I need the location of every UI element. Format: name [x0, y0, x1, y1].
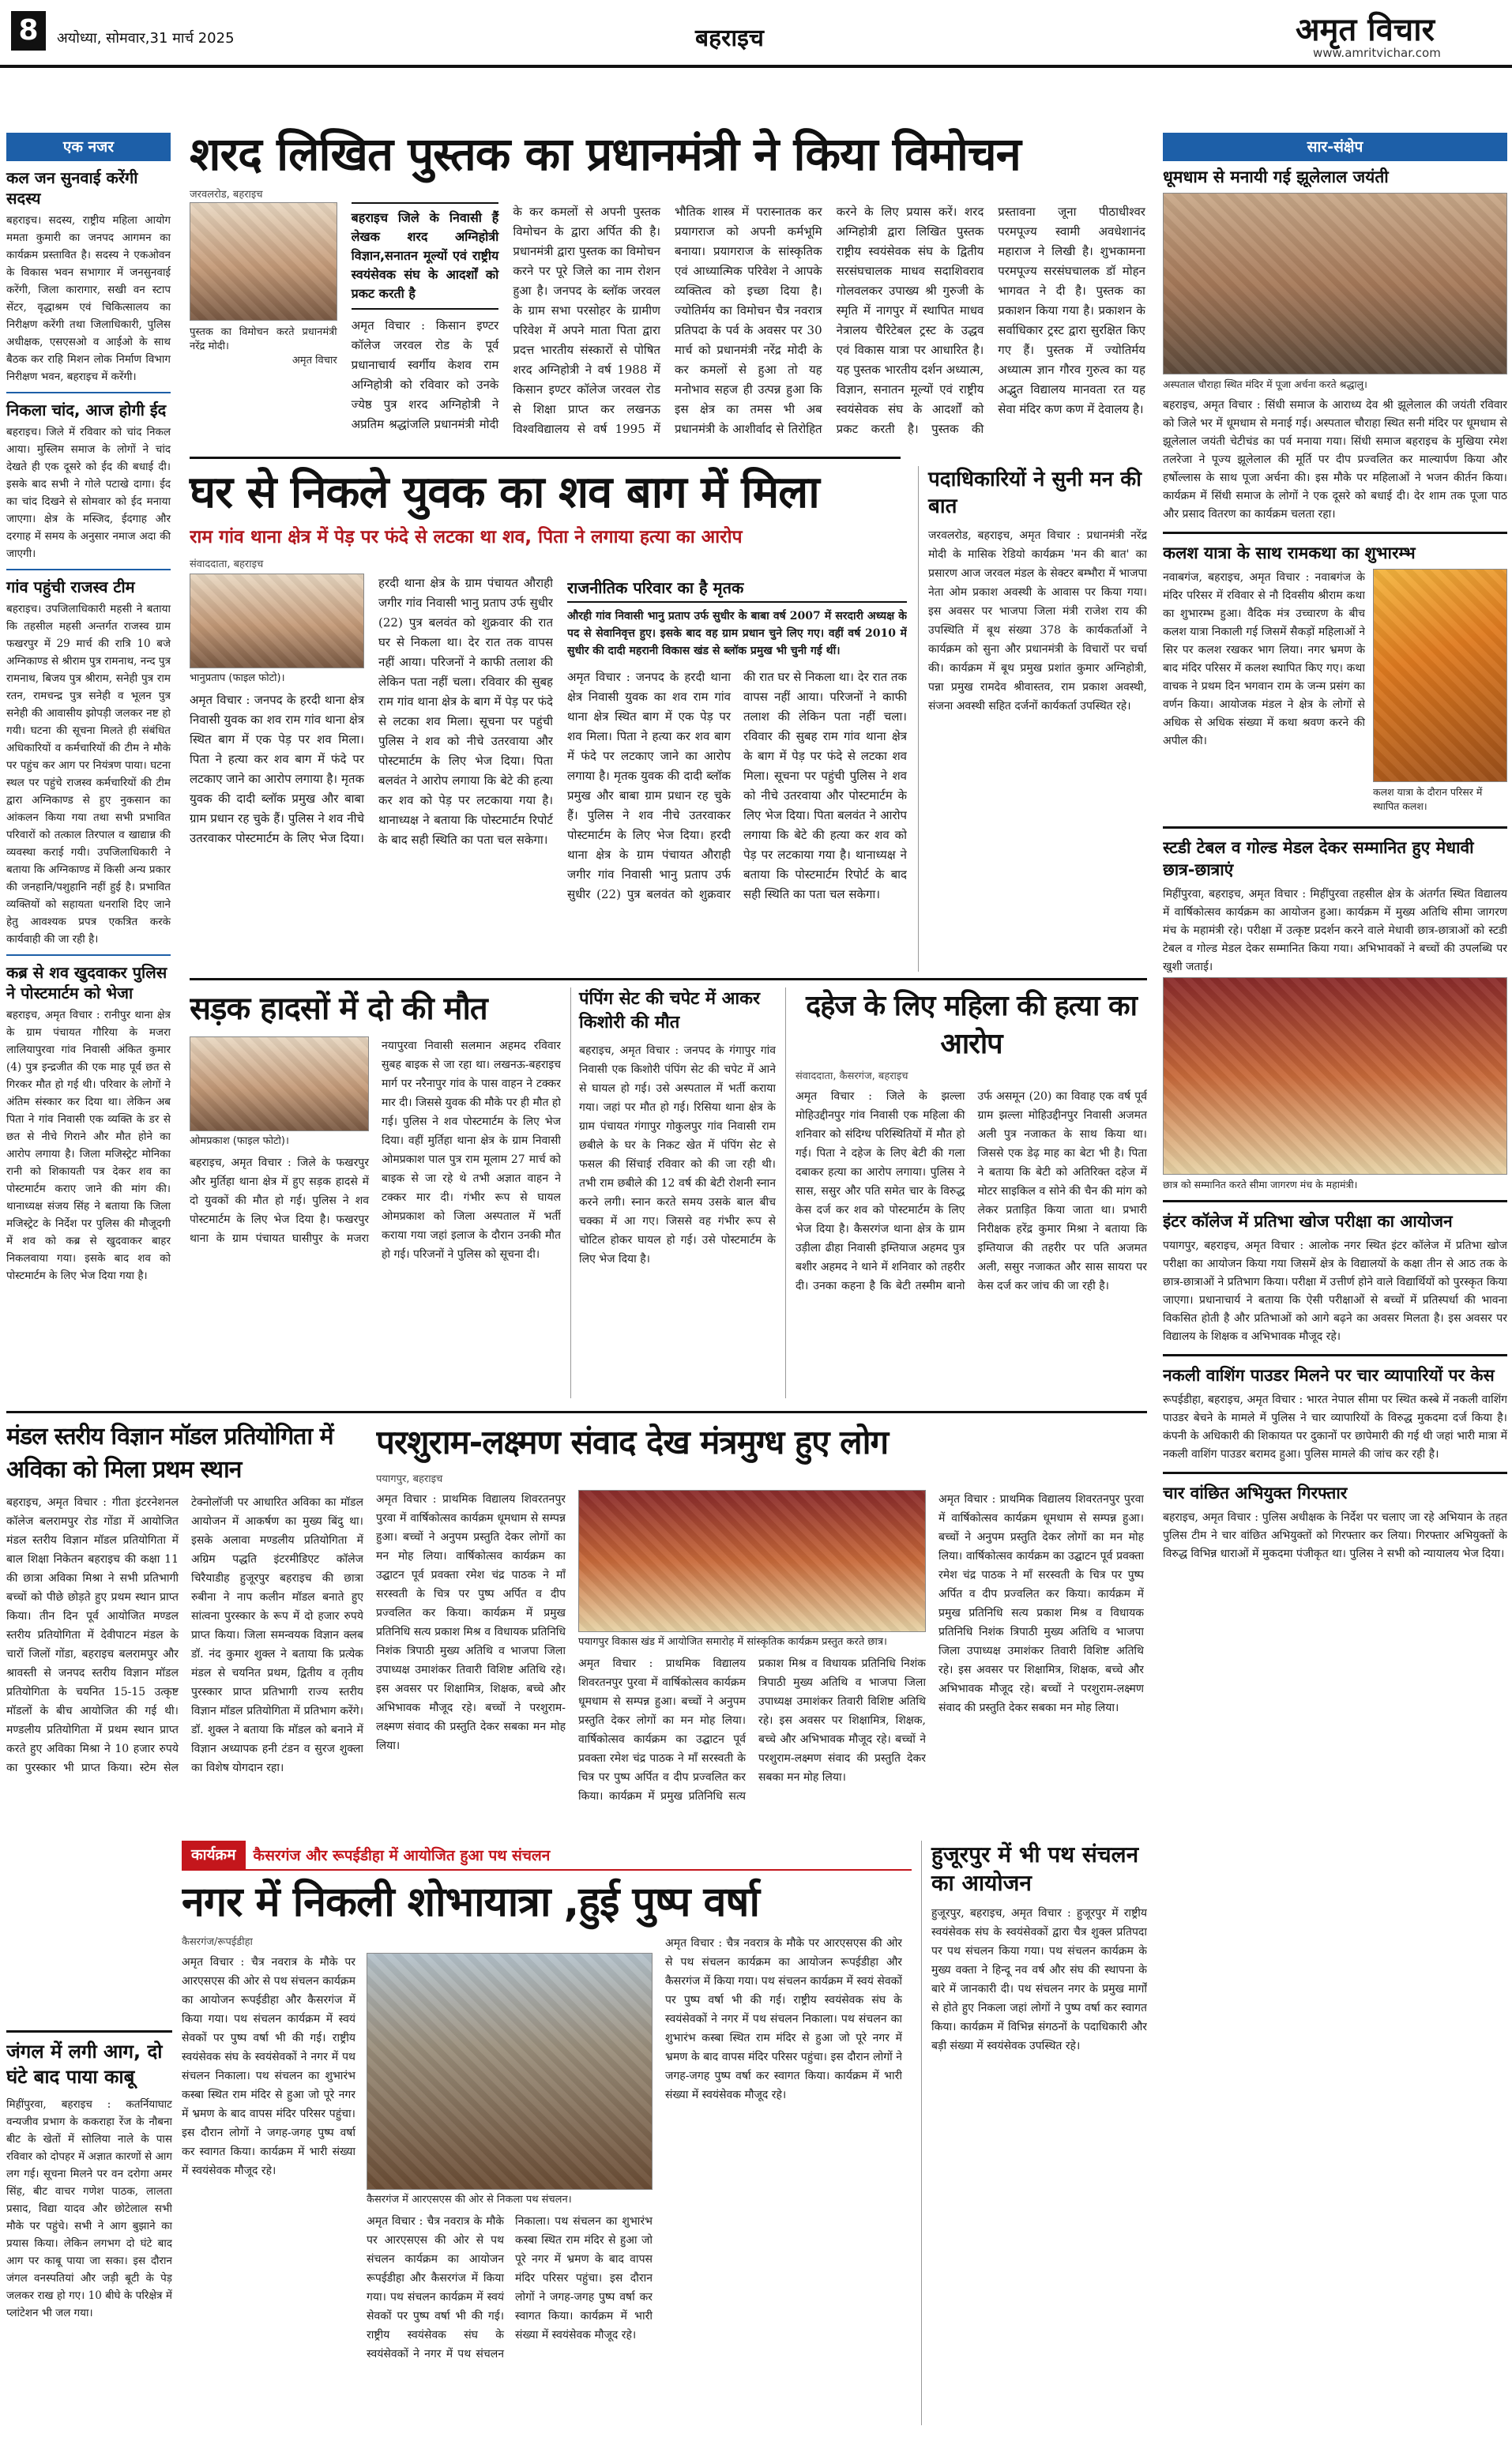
- sidebar-headline: गांव पहुंची राजस्व टीम: [6, 577, 135, 596]
- divider: [6, 954, 171, 956]
- divider: [6, 392, 171, 393]
- photo-caption: कलश यात्रा के दौरान परिसर में स्थापित कलश।: [1373, 786, 1483, 812]
- sidebar-headline: चार वांछित अभियुक्त गिरफ्तार: [1163, 1484, 1348, 1503]
- accident-body: [190, 1036, 561, 1392]
- procession-photo-block: [367, 1953, 653, 2372]
- lead-photo-caption: पुस्तक का विमोचन करते प्रधानमंत्री नरेंद्र मोदी।: [190, 326, 337, 352]
- body-text: अमृत विचार : जनपद के हरदी थाना क्षेत्र निवासी युवक का शव राम गांव थाना क्षेत्र स्थित बाग में एक पेड़ पर शव मिला। पिता ने हत्या कर शव बाग में फंदे पर लटकाए जाने का आरोप लगाया है। मृतक युवक की दादी ब्लॉक प्रमुख और बाबा ग्राम प्रधान रह चुके हैं। पुलिस ने शव नीचे उतरवाकर पोस्टमार्टम के लिए भेज दिया। हरदी थाना क्षेत्र के ग्राम पंचायत औराही जगीर गांव निवासी भानु प्रताप उर्फ सुधीर (22) पुत्र बलवंत को शुक्रवार की रात घर से निकला था। देर रात तक वापस नहीं आया। परिजनों ने काफी तलाश की लेकिन पता नहीं चला। रविवार की सुबह राम गांव थाना क्षेत्र के बाग में पेड़ पर फंदे से लटका शव मिला। सूचना पर पहुंची पुलिस ने शव को नीचे उतरवाया और पोस्टमार्टम के लिए भेज दिया। पिता बलवंत ने आरोप लगाया कि बेटे की हत्या कर शव को पेड़ पर लटकाया गया है। थानाध्यक्ष ने बताया कि पोस्टमार्टम रिपोर्ट के बाद सही स्थिति का पता चल सकेगा।: [190, 576, 553, 847]
- accident-text: बहराइच, अमृत विचार : जिले के फखरपुर और मुर्तिहा थाना क्षेत्र में हुए सड़क हादसे में दो युवकों की मौत हो गई। पुलिस ने शव पोस्टमार्टम के लिए भेज दिया है। फखरपुर थाना के ग्राम पंचायत घासीपुर के मजरा नयापुरवा निवासी सलमान अहमद रविवार सुबह बाइक से जा रहा था। लखनऊ-बहराइच मार्ग पर नरैनापुर गांव के पास वाहन ने टक्कर मार दी। जिससे युवक की मौके पर ही मौत हो गई। पुलिस ने शव पोस्टमार्टम के लिए भेज दिया। वहीं मुर्तिहा थाना क्षेत्र के ग्राम निवासी ओमप्रकाश पाल पुत्र राम मूलाम 27 मार्च को बाइक से जा रहे थे तभी अज्ञात वाहन ने टक्कर मार दी। गंभीर रूप से घायल ओमप्रकाश को जिला अस्पताल में भर्ती कराया गया जहां इलाज के दौरान उनकी मौत हो गई। परिजनों ने पुलिस को सूचना दी।: [190, 1040, 561, 1261]
- body-text-continued: अमृत विचार : जनपद के हरदी थाना क्षेत्र निवासी युवक का शव राम गांव थाना क्षेत्र स्थित बाग में एक पेड़ पर शव मिला। पिता ने हत्या कर शव बाग में फंदे पर लटकाए जाने का आरोप लगाया है। मृतक युवक की दादी ब्लॉक प्रमुख और बाबा ग्राम प्रधान रह चुके हैं। पुलिस ने शव नीचे उतरवाकर पोस्टमार्टम के लिए भेज दिया। हरदी थाना क्षेत्र के ग्राम पंचायत औराही जगीर गांव निवासी भानु प्रताप उर्फ सुधीर (22) पुत्र बलवंत को शुक्रवार की रात घर से निकला था। देर रात तक वापस नहीं आया। परिजनों ने काफी तलाश की लेकिन पता नहीं चला। रविवार की सुबह राम गांव थाना क्षेत्र के बाग में पेड़ पर फंदे से लटका शव मिला। सूचना पर पहुंची पुलिस ने शव को नीचे उतरवाया और पोस्टमार्टम के लिए भेज दिया। पिता बलवंत ने आरोप लगाया कि बेटे की हत्या कर शव को पेड़ पर लटकाया गया है। थानाध्यक्ष ने बताया कि पोस्टमार्टम रिपोर्ट के बाद सही स्थिति का पता चल सकेगा।: [567, 670, 907, 901]
- parshuram-photo: [578, 1490, 926, 1632]
- accident-photo: [190, 1036, 369, 1131]
- divider: [1163, 826, 1507, 829]
- dowry-headline: दहेज के लिए महिला की हत्या का आरोप: [806, 990, 1137, 1060]
- right-sidebar: [1163, 133, 1507, 2424]
- lead-text: अमृत विचार : किसान इण्टर कॉलेज जरवल रोड के पूर्व प्रधानाचार्य स्वर्गीय केशव राम अग्निहोत्री को रविवार को उनके ज्येष्ठ पुत्र शरद अग्निहोत्री ने अप्रतिम श्रद्धांजलि प्रधानमंत्री मोदी के कर कमलों से अपनी पुस्तक विमोचन के द्वारा अर्पित की है। प्रधानमंत्री द्वारा पुस्तक का विमोचन करने पर पूरे जिले का नाम रोशन हुआ है। जनपद के ब्लॉक जरवल के ग्राम सभा परसोहर के ग्रामीण परिवेश में अपने माता पिता द्वारा प्रदत्त भारतीय संस्कारों से पोषित शरद अग्निहोत्री ने वर्ष 1988 में किसान इण्टर कॉलेज जरवल रोड से शिक्षा प्राप्त कर लखनऊ विश्वविद्यालय से वर्ष 1995 में भौतिक शास्त्र में परास्नातक कर प्रयागराज को अपनी कर्मभूमि बनाया। प्रयागराज के सांस्कृतिक एवं आध्यात्मिक परिवेश ने आपके व्यक्तित्व को इच्छा दिया है। ज्योतिर्मय का विमोचन चैत्र नवरात्र प्रतिपदा के पर्व के अवसर पर 30 मार्च को प्रधानमंत्री नरेंद्र मोदी के कर कमलों से हुआ तो यह मनोभाव सहज ही उत्पन्न हुआ कि इस क्षेत्र का तमस भी अब प्रधानमंत्री के आशीर्वाद से तिरोहित करने के लिए प्रयास करें। शरद अग्निहोत्री द्वारा लिखित पुस्तक राष्ट्रीय स्वयंसेवक संघ के द्वितीय सरसंघचालक माधव सदाशिवराव गोलवलकर उपाख्य श्री गुरुजी के स्मृति में नागपुर में स्थापित माधव नेत्रालय चैरिटेबल ट्रस्ट के उद्धव एवं विकास यात्रा पर आधारित है। यह पुस्तक भारतीय दर्शन अध्यात्म, विज्ञान, सनातन मूल्यों एवं राष्ट्रीय स्वयंसेवक संघ के आदर्शों को प्रकट करती है। पुस्तक की प्रस्तावना जूना पीठाधीश्वर परमपूज्य स्वामी अवधेशानंद महाराज ने लिखी है। शुभकामना परमपूज्य सरसंघचालक डॉ मोहन भागवत ने दी है। पुस्तक का प्रकाशन किया गया है। प्रकाशन के सर्वाधिकार ट्रस्ट द्वारा सुरक्षित किए गए हैं। पुस्तक में ज्योतिर्मय अध्यात्म ज्ञान गौरव गुरुत्व का यह अद्भुत विद्यालय मानवता रत यह सेवा मंदिर कण कण में देवालय है।: [351, 205, 1145, 436]
- list-item: [6, 962, 171, 1285]
- divider: [1163, 1200, 1507, 1202]
- sidebar-headline: इंटर कॉलेज में प्रतिभा खोज परीक्षा का आयोजन: [1163, 1212, 1453, 1231]
- procession-kicker: कैसरगंज और रूपईडीहा में आयोजित हुआ पथ संचलन: [253, 1847, 551, 1864]
- procession-byline: कैसरगंज/रूपईडीहा: [182, 1936, 253, 1948]
- brand-url[interactable]: www.amritvichar.com: [1313, 46, 1441, 60]
- procession-kicker-bar: [182, 1841, 912, 1871]
- sidebar-headline: कब्र से शव खुदवाकर पुलिस ने पोस्टमार्टम को भेजा: [6, 963, 167, 1002]
- page-number: 8: [11, 11, 46, 51]
- list-item: [1163, 1482, 1507, 1563]
- masthead-rule: [0, 65, 1512, 68]
- sidebar-text: बहराइच, अमृत विचार : सिंधी समाज के आराध्य देव श्री झूलेलाल की जयंती रविवार को जिले भर में धूमधाम से मनाई गई। अस्पताल चौराहा स्थित सनी मंदिर पर धूमधाम से झूलेलाल जयंती चेटीचंड का पर्व मनाया गया। सिंधी समाज बहराइच के मुखिया रमेश तलरेजा ने पूज्य झूलेलाल की मूर्ति पर दीप प्रज्वलित कर माल्यार्पण किया और हर्षोल्लास के साथ पूजा अर्चना की। इस मौके पर महिलाओं ने भजन कीर्तन किया। कार्यक्रम में सिंधी समाज के लोगों ने एक दूसरे को बधाई दी। देर शाम तक पूजा पाठ और प्रसाद वितरण का कार्यक्रम चलता रहा।: [1163, 399, 1507, 521]
- divider: [6, 569, 171, 570]
- hujurpur-text: हुजूरपुर, बहराइच, अमृत विचार : हुजूरपुर में राष्ट्रीय स्वयंसेवक संघ के स्वयंसेवकों द्वारा चैत्र शुक्ल प्रतिपदा पर पथ संचलन किया गया। पथ संचलन कार्यक्रम के मुख्य वक्ता ने हिन्दू नव वर्ष और संघ की स्थापना के बारे में जानकारी दी। पथ संचलन नगर के प्रमुख मार्गों से होते हुए निकला जहां लोगों ने पुष्प वर्षा कर स्वागत किया। कार्यक्रम में विभिन्न संगठनों के पदाधिकारी और बड़ी संख्या में स्वयंसेवक उपस्थित रहे।: [931, 1907, 1147, 2052]
- divider: [190, 978, 1147, 980]
- parshuram-text-tail: अमृत विचार : प्राथमिक विद्यालय शिवरतनपुर पुरवा में वार्षिकोत्सव कार्यक्रम धूमधाम से सम्पन्न हुआ। बच्चों ने अनुपम प्रस्तुति देकर लोगों का मन मोह लिया। वार्षिकोत्सव कार्यक्रम का उद्घाटन पूर्व प्रवक्ता रमेश चंद्र पाठक ने माँ सरस्वती के चित्र पर पुष्प अर्पित व दीप प्रज्वलित कर किया। कार्यक्रम में प्रमुख प्रतिनिधि सत्य प्रकाश मिश्र व विधायक प्रतिनिधि निशंक त्रिपाठी मुख्य अतिथि व भाजपा जिला उपाध्यक्ष उमाशंकर तिवारी विशिष्ट अतिथि रहे। इस अवसर पर शिक्षामित्र, शिक्षक, बच्चे और अभिभावक मौजूद रहे। बच्चों ने परशुराम-लक्ष्मण संवाद की प्रस्तुति देकर सबका मन मोह लिया।: [938, 1493, 1144, 1714]
- body-col: [190, 574, 553, 969]
- procession-text-tail: अमृत विचार : चैत्र नवरात्र के मौके पर आरएसएस की ओर से पथ संचलन कार्यक्रम का आयोजन रूपईडीहा और कैसरगंज में किया गया। पथ संचलन कार्यक्रम में स्वयं सेवकों पर पुष्प वर्षा भी की गई। राष्ट्रीय स्वयंसेवक संघ के स्वयंसेवकों ने नगर में पथ संचलन निकाला। पथ संचलन का शुभारंभ कस्बा स्थित राम मंदिर से हुआ जो पूरे नगर में भ्रमण के बाद वापस मंदिर परिसर पहुंचा। इस दौरान लोगों ने जगह-जगह पुष्प वर्षा कर स्वागत किया। कार्यक्रम में भारी संख्या में स्वयंसेवक मौजूद रहे।: [665, 1937, 902, 2101]
- pumping-headline: पंपिंग सेट की चपेट में आकर किशोरी की मौत: [579, 989, 761, 1033]
- photo-caption: छात्र को सम्मानित करते सीमा जागरण मंच के महामंत्री।: [1163, 1179, 1358, 1191]
- sidebar-photo: [1163, 193, 1507, 374]
- party-headline: पदाधिकारियों ने सुनी मन की बात: [928, 468, 1142, 518]
- story-row: [1163, 569, 1507, 818]
- sidebar-text: बहराइच, अमृत विचार : रानीपुर थाना क्षेत्र के ग्राम पंचायत गौरिया के मजरा लालियापुरवा गांव निवासी अंकित कुमार (4) पुत्र इन्द्रजीत की एक माह पूर्व छत से गिरकर मौत हो गई थी। परिवार के लोगों ने अंतिम संस्कार कर दिया था। लेकिन अब पिता ने गांव निवासी एक व्यक्ति के डर से छत से नीचे गिराने और मौत होने का आरोप लगाया है। जिला मजिस्ट्रेट मोनिका रानी को शिकायती पत्र देकर शव का पोस्टमार्टम कराए जाने की मांग की। थानाध्यक्ष संजय सिंह ने बताया कि जिला मजिस्ट्रेट के निर्देश पर पुलिस की मौजूदगी में शव को कब्र से खुदवाकर बाहर निकलवाया गया। इसके बाद शव को पोस्टमार्टम के लिए भेज दिया गया है।: [6, 1009, 171, 1282]
- sidebar-headline: नकली वाशिंग पाउडर मिलने पर चार व्यापारियों पर केस: [1163, 1366, 1495, 1385]
- sidebar-text: पयागपुर, बहराइच, अमृत विचार : आलोक नगर स्थित इंटर कॉलेज में प्रतिभा खोज परीक्षा का आयोजन किया गया जिसमें क्षेत्र के विद्यालयों के कक्षा तीन से आठ तक के छात्र-छात्राओं ने प्रतिभाग किया। परीक्षा में उत्तीर्ण होने वाले विद्यार्थियों को पुरस्कृत किया जाएगा। प्रधानाचार्य ने बताया कि ऐसी परीक्षाओं से बच्चों में प्रतिस्पर्धा की भावना विकसित होती है और प्रतिभाओं को आगे बढ़ने का अवसर मिलता है। इस अवसर पर विद्यालय के शिक्षक व अभिभावक मौजूद रहे।: [1163, 1239, 1507, 1343]
- sidebar-photo: [1373, 569, 1507, 782]
- sidebar-headline: निकला चांद, आज होगी ईद: [6, 401, 167, 419]
- body-photo: [190, 574, 364, 668]
- procession-headline: नगर में निकली शोभायात्रा ,हुई पुष्प वर्षा: [182, 1879, 759, 1926]
- procession-text-continued: अमृत विचार : चैत्र नवरात्र के मौके पर आरएसएस की ओर से पथ संचलन कार्यक्रम का आयोजन रूपईडीहा और कैसरगंज में किया गया। पथ संचलन कार्यक्रम में स्वयं सेवकों पर पुष्प वर्षा भी की गई। राष्ट्रीय स्वयंसेवक संघ के स्वयंसेवकों ने नगर में पथ संचलन निकाला। पथ संचलन का शुभारंभ कस्बा स्थित राम मंदिर से हुआ जो पूरे नगर में भ्रमण के बाद वापस मंदिर परिसर पहुंचा। इस दौरान लोगों ने जगह-जगह पुष्प वर्षा कर स्वागत किया। कार्यक्रम में भारी संख्या में स्वयंसेवक मौजूद रहे।: [367, 2215, 653, 2360]
- sidebar-text: रूपईडीहा, बहराइच, अमृत विचार : भारत नेपाल सीमा पर स्थित कस्बे में नकली वाशिंग पाउडर बेचने के मामले में पुलिस ने चार व्यापारियों के विरुद्ध मुकदमा दर्ज किया है। कंपनी के अधिकारी की शिकायत पर दुकानों पर छापेमारी की गई थी जहां भारी मात्रा में नकली वाशिंग पाउडर बरामद हुआ। पुलिस मामले की जांच कर रही है।: [1163, 1394, 1507, 1461]
- section-name: बहराइच: [695, 24, 764, 52]
- hujurpur-story: [921, 1841, 1147, 2425]
- parshuram-story: [376, 1420, 1147, 1831]
- body-byline: संवाददाता, बहराइच: [190, 559, 264, 570]
- sidebar-headline: स्टडी टेबल व गोल्ड मेडल देकर सम्मानित हुए मेधावी छात्र-छात्राएं: [1163, 838, 1474, 879]
- dowry-story: [785, 987, 1147, 1398]
- inset-headline: राजनीतिक परिवार का है मृतक: [567, 574, 907, 603]
- divider: [1163, 1354, 1507, 1356]
- pumping-story: [570, 987, 776, 1398]
- body-subhead: राम गांव थाना क्षेत्र में पेड़ पर फंदे से लटका था शव, पिता ने लगाया हत्या का आरोप: [190, 527, 743, 547]
- procession-text: अमृत विचार : चैत्र नवरात्र के मौके पर आरएसएस की ओर से पथ संचलन कार्यक्रम का आयोजन रूपईडीहा और कैसरगंज में किया गया। पथ संचलन कार्यक्रम में स्वयं सेवकों पर पुष्प वर्षा भी की गई। राष्ट्रीय स्वयंसेवक संघ के स्वयंसेवकों ने नगर में पथ संचलन निकाला। पथ संचलन का शुभारंभ कस्बा स्थित राम मंदिर से हुआ जो पूरे नगर में भ्रमण के बाद वापस मंदिर परिसर पहुंचा। इस दौरान लोगों ने जगह-जगह पुष्प वर्षा कर स्वागत किया। कार्यक्रम में भारी संख्या में स्वयंसेवक मौजूद रहे।: [182, 1956, 355, 2177]
- list-item: [1163, 166, 1507, 524]
- accident-headline: सड़क हादसों में दो की मौत: [190, 991, 487, 1027]
- parshuram-text: अमृत विचार : प्राथमिक विद्यालय शिवरतनपुर पुरवा में वार्षिकोत्सव कार्यक्रम धूमधाम से सम्पन्न हुआ। बच्चों ने अनुपम प्रस्तुति देकर लोगों का मन मोह लिया। वार्षिकोत्सव कार्यक्रम का उद्घाटन पूर्व प्रवक्ता रमेश चंद्र पाठक ने माँ सरस्वती के चित्र पर पुष्प अर्पित व दीप प्रज्वलित कर किया। कार्यक्रम में प्रमुख प्रतिनिधि सत्य प्रकाश मिश्र व विधायक प्रतिनिधि निशंक त्रिपाठी मुख्य अतिथि व भाजपा जिला उपाध्यक्ष उमाशंकर तिवारी विशिष्ट अतिथि रहे। इस अवसर पर शिक्षामित्र, शिक्षक, बच्चे और अभिभावक मौजूद रहे। बच्चों ने परशुराम-लक्ष्मण संवाद की प्रस्तुति देकर सबका मन मोह लिया।: [376, 1493, 566, 1752]
- inset-box: [567, 574, 907, 969]
- list-item: [6, 577, 171, 948]
- sidebar-text: मिहींपुरवा, बहराइच, अमृत विचार : मिहींपुरवा तहसील क्षेत्र के अंतर्गत स्थित विद्यालय में वार्षिकोत्सव कार्यक्रम का आयोजन हुआ। कार्यक्रम में मुख्य अतिथि सीमा जागरण मंच के महामंत्री रहे। परीक्षा में उत्कृष्ट प्रदर्शन करने वाले मेधावी छात्र-छात्राओं को स्टडी टेबल व गोल्ड मेडल देकर सम्मानित किया गया। अभिभावकों ने बच्चों की उपलब्धि पर खुशी जताई।: [1163, 888, 1507, 972]
- science-headline: मंडल स्तरीय विज्ञान मॉडल प्रतियोगिता में अविका को मिला प्रथम स्थान: [6, 1423, 333, 1484]
- pullquote: बहराइच जिले के निवासी हैं लेखक शरद अग्निहोत्री विज्ञान,सनातन मूल्यों एवं राष्ट्रीय स्वयंसेवक संघ के आदर्शों को प्रकट करती है: [352, 202, 499, 310]
- lead-photo: [190, 202, 337, 321]
- left-sidebar: [6, 133, 171, 1282]
- sidebar-headline: कल जन सुनवाई करेंगी सदस्य: [6, 168, 138, 208]
- parshuram-byline: पयागपुर, बहराइच: [376, 1473, 443, 1485]
- list-item: [1163, 837, 1507, 1192]
- date-line: अयोध्या, सोमवार,31 मार्च 2025: [57, 30, 235, 47]
- body-headline: घर से निकले युवक का शव बाग में मिला: [190, 467, 819, 518]
- sidebar-text: नवाबगंज, बहराइच, अमृत विचार : नवाबगंज के मंदिर परिसर में रविवार से नौ दिवसीय श्रीराम कथा का शुभारम्भ हुआ। वैदिक मंत्र उच्चारण के बीच कलश यात्रा निकाली गई जिसमें सैकड़ों महिलाओं ने सिर पर कलश रखकर भाग लिया। नगर भ्रमण के बाद मंदिर परिसर में कलश स्थापित किए गए। कथा वाचक ने प्रथम दिन भगवान राम के जन्म प्रसंग का वर्णन किया। आयोजक मंडल ने क्षेत्र के लोगों से अधिक से अधिक संख्या में कथा श्रवण करने की अपील की।: [1163, 571, 1365, 747]
- divider: [190, 457, 901, 459]
- photo-block: [1373, 569, 1507, 818]
- sidebar-text: बहराइच। उपजिलाधिकारी महसी ने बताया कि तहसील महसी अन्तर्गत राजस्व ग्राम फखरपुर में 29 मार्च की रात्रि 10 बजे अग्निकाण्ड से श्रीराम पुत्र रामनाथ, नन्द पुत्र रामनाथ, बिजय पुत्र श्रीराम, सनेही पुत्र राम रतन, रामचन्द्र पुत्र सनेही व भूलन पुत्र सनेही की आवासीय झोपड़ी जलकर नष्ट हो गयी। घटना की सूचना मिलते ही संबंधित अधिकारियों व कर्मचारियों की टीम ने मौके पर पहुंच कर आग पर नियंत्रण पाया। घटना स्थल पर पहुंचे राजस्व कर्मचारियों की टीम द्वारा अग्निकाण्ड से हुए नुकसान का आंकलन किया गया तथा सभी प्रभावित परिवारों को तत्काल तिरपाल व खाद्यान्न की व्यवस्था कराई गयी। उपजिलाधिकारी ने बताया कि अग्निकाण्ड में किसी अन्य प्रकार की जनहानि/पशुहानि नहीं हुई है। प्रभावित व्यक्तियों को सहायता धनराशि दिए जाने हेतु आवश्यक प्रपत्र एकत्रित करके कार्यवाही की जा रही है।: [6, 603, 171, 946]
- sidebar-tab: सार-संक्षेप: [1163, 133, 1507, 161]
- sidebar-headline: कलश यात्रा के साथ रामकथा का शुभारम्भ: [1163, 544, 1416, 562]
- lead-byline: जरवलरोड, बहराइच: [190, 189, 263, 201]
- inset-text: औरही गांव निवासी भानु प्रताप उर्फ सुधीर के बाबा वर्ष 2007 में सरदारी अध्यक्ष के पद से सेवानिवृत्त हुए। इसके बाद वह ग्राम प्रधान चुने लिए गए। वहीं वर्ष 2010 में सुधीर की दादी महरानी विकास खंड से ब्लॉक प्रमुख भी चुनी गई थीं।: [567, 610, 907, 657]
- lead-body: [190, 202, 1145, 447]
- accident-story: [190, 987, 561, 1398]
- list-item: [1163, 1210, 1507, 1346]
- list-item: [6, 167, 171, 386]
- hujurpur-headline: हुजूरपुर में भी पथ संचलन का आयोजन: [931, 1841, 1139, 1896]
- brand-logo: अमृत विचार: [1296, 12, 1435, 48]
- pumping-text: बहराइच, अमृत विचार : जनपद के गंगापुर गांव निवासी एक किशोरी पंपिंग सेट की चपेट में आने से घायल हो गई। उसे अस्पताल में भर्ती कराया गया। जहां पर मौत हो गई। रिसिया थाना क्षेत्र के ग्राम पंचायत गंगापुर गोकुलपुर गांव निवासी राम छबीले के घर के निकट खेत में पंपिंग सेट से फसल की सिंचाई रविवार को की जा रही थी। तभी राम छबीले की 12 वर्ष की बेटी रोशनी स्नान करने लगी। स्नान करते समय उसके बाल बीच चक्का में आ गए। जिससे वह गंभीर रूप से चोटिल होकर घायल हो गई। उसे पोस्टमार्टम के लिए भेज दिया है।: [579, 1044, 776, 1266]
- sidebar-text: बहराइच। सदस्य, राष्ट्रीय महिला आयोग ममता कुमारी का जनपद आगमन का कार्यक्रम प्रस्तावित है। सदस्य ने एकओवन के विकास भवन सभागार में जनसुनवाई करेंगी, जिला कारागार, सखी वन स्टाप सेंटर, वृद्धाश्रम एवं चिकित्सालय का निरीक्षण करेंगी तथा जिलाधिकारी, पुलिस अधीक्षक, एसएसओ व आईओ के साथ बैठक कर राहि मिशन लोक निर्माण विभाग निरीक्षण भवन, बहराइच में करेंगी।: [6, 214, 171, 383]
- procession-photo: [367, 1953, 653, 2190]
- party-story: [918, 466, 1147, 972]
- sidebar-photo: [1163, 977, 1507, 1175]
- parshuram-headline: परशुराम-लक्ष्मण संवाद देख मंत्रमुग्ध हुए लोग: [376, 1423, 889, 1461]
- party-text: जरवलरोड, बहराइच, अमृत विचार : प्रधानमंत्री नरेंद्र मोदी के मासिक रेडियो कार्यक्रम 'मन की बात' का प्रसारण आज जरवल मंडल के सेक्टर बम्भौरा में भाजपा नेता ओम प्रकाश अवस्थी के आवास पर किया गया। इस अवसर पर भाजपा जिला मंत्री राजेश राय की उपस्थिति में बूथ संख्या 378 के कार्यकर्ताओं ने कार्यक्रम को सुना और प्रधानमंत्री के विचारों पर चर्चा की। कार्यक्रम में बूथ प्रमुख प्रशांत कुमार अग्निहोत्री, पन्ना प्रमुख रामदेव श्रीवास्तव, राम प्रकाश अवस्थी, संजना अवस्थी सहित दर्जनों कार्यकर्ता उपस्थित रहे।: [928, 529, 1147, 713]
- parshuram-row: [376, 1490, 1147, 1822]
- sidebar-text: बहराइच, अमृत विचार : पुलिस अधीक्षक के निर्देश पर चलाए जा रहे अभियान के तहत पुलिस टीम ने चार वांछित अभियुक्तों को गिरफ्तार कर लिया। गिरफ्तार अभियुक्तों के विरुद्ध विभिन्न धाराओं में मुकदमा पंजीकृत था। पुलिस ने सभी को न्यायालय भेज दिया।: [1163, 1511, 1507, 1560]
- forest-fire-text: मिहींपुरवा, बहराइच : कतर्नियाघाट वन्यजीव प्रभाग के ककराहा रेंज के नौबना बीट के खेतों में सोलिया नाले के पास रविवार को दोपहर में अज्ञात कारणों से आग लग गई। सूचना मिलने पर वन दरोगा अमर सिंह, बीट वाचर गणेश पाठक, लालता प्रसाद, विद्या यादव और छोटेलाल सभी मौके पर पहुंचे। सभी ने आग बुझाने का प्रयास किया। लेकिन लगभग दो घंटे बाद आग पर काबू पाया जा सका। इस दौरान जंगल वनस्पतियां और जड़ी बूटी के पेड़ जलकर राख हो गए। 10 बीघे के परिक्षेत्र में प्लांटेशन भी जल गया।: [6, 2098, 172, 2319]
- sidebar-tab: एक नजर: [6, 133, 171, 161]
- list-item: [1163, 542, 1507, 818]
- dowry-text: अमृत विचार : जिले के झल्ला मोहिउद्दीनपुर गांव निवासी एक महिला की शनिवार को संदिग्ध परिस्थितियों में मौत हो गई। पिता ने दहेज के लिए बेटी की गला दबाकर हत्या का आरोप लगाया। पुलिस ने सास, ससुर और पति समेत चार के विरुद्ध केस दर्ज कर शव को पोस्टमार्टम के लिए भेज दिया है। कैसरगंज थाना क्षेत्र के ग्राम उड़ीला ढीहा निवासी इम्तियाज अहमद पुत्र बशीर अहमद ने थाने में शनिवार को तहरीर दी। उनका कहना है कि बेटी तस्मीम बानो उर्फ असमून (20) का विवाह एक वर्ष पूर्व ग्राम झल्ला मोहिउद्दीनपुर निवासी अजमत अली पुत्र नजाकत के साथ किया था। जिससे एक डेढ़ माह का बेटा भी है। पिता ने बताया कि बेटी को अतिरिक्त दहेज में मोटर साइकिल व सोने की चैन की मांग को लेकर प्रताड़ित किया जाता था। प्रभारी निरीक्षक हरेंद्र कुमार मिश्रा ने बताया कि इम्तियाज की तहरीर पर पति अजमत अली, ससुर नजाकत और सास सायरा पर केस दर्ज कर जांच की जा रही है।: [795, 1090, 1147, 1292]
- list-item: [6, 400, 171, 562]
- science-text: बहराइच, अमृत विचार : गीता इंटरनेशनल कॉलेज बलरामपुर रोड गोंडा में आयोजित मंडल स्तरीय विज्ञान मॉडल प्रतियोगिता में बाल शिक्षा निकेतन बहराइच की कक्षा 11 की छात्रा अविका मिश्रा ने सभी प्रतिभागी बच्चों को पीछे छोड़ते हुए प्रथम स्थान प्राप्त किया। तीन दिन पूर्व आयोजित मण्डल स्तरीय प्रतियोगिता में देवीपाटन मंडल के चारों जिलों गोंडा, बहराइच बलरामपुर और श्रावस्ती से जनपद स्तरीय विज्ञान मॉडल प्रतियोगिता के चयनित 15-15 उत्कृष्ट मॉडलों के बीच आयोजित की गई थी। मण्डलीय प्रतियोगिता में प्रथम स्थान प्राप्त करते हुए अविका मिश्रा ने 10 हजार रुपये का पुरस्कार भी प्राप्त किया। स्टेम सेल टेक्नोलॉजी पर आधारित अविका का मॉडल आयोजन में आकर्षण का मुख्य बिंदु था। इसके अलावा मण्डलीय प्रतियोगिता में अग्रिम पद्धति इंटरमीडिएट कॉलेज चिरैयाडीह हुजूरपुर बहराइच की छात्रा रुबीना ने नाप कलीन मॉडल बनाते हुए सांत्वना पुरस्कार के रूप में दो हजार रुपये प्राप्त किया। जिला समन्वयक विज्ञान क्लब डॉ. नंद कुमार शुक्ल ने बताया कि प्रत्येक मंडल से चयनित प्रथम, द्वितीय व तृतीय पुरस्कार प्राप्त प्रतिभागी राज्य स्तरीय विज्ञान मॉडल प्रतियोगिता में प्रतिभाग करेंगे। डॉ. शुक्ल ने बताया कि मॉडल को बनाने में विज्ञान अध्यापक हनी टंडन व सुरज शुक्ला का विशेष योगदान रहा।: [6, 1496, 363, 1774]
- accident-photo-caption: ओमप्रकाश (फाइल फोटो)।: [190, 1135, 289, 1147]
- sidebar-text: बहराइच। जिले में रविवार को चांद निकल आया। मुस्लिम समाज के लोगों ने चांद देखते ही एक दूसरे को ईद की बधाई दी। इसके बाद सभी ने गोले पटाखे दागा। ईद का चांद दिखने से सोमवार को ईद मनाया जाएगा। क्षेत्र के मस्जिद, ईदगाह और दरगाह में समय के अनुसार नमाज अदा की जाएगी।: [6, 426, 171, 560]
- procession-label: कार्यक्रम: [182, 1841, 246, 1869]
- parshuram-text-continued: अमृत विचार : प्राथमिक विद्यालय शिवरतनपुर पुरवा में वार्षिकोत्सव कार्यक्रम धूमधाम से सम्पन्न हुआ। बच्चों ने अनुपम प्रस्तुति देकर लोगों का मन मोह लिया। वार्षिकोत्सव कार्यक्रम का उद्घाटन पूर्व प्रवक्ता रमेश चंद्र पाठक ने माँ सरस्वती के चित्र पर पुष्प अर्पित व दीप प्रज्वलित कर किया। कार्यक्रम में प्रमुख प्रतिनिधि सत्य प्रकाश मिश्र व विधायक प्रतिनिधि निशंक त्रिपाठी मुख्य अतिथि व भाजपा जिला उपाध्यक्ष उमाशंकर तिवारी विशिष्ट अतिथि रहे। इस अवसर पर शिक्षामित्र, शिक्षक, बच्चे और अभिभावक मौजूद रहे। बच्चों ने परशुराम-लक्ष्मण संवाद की प्रस्तुति देकर सबका मन मोह लिया।: [578, 1657, 926, 1803]
- dowry-byline: संवाददाता, कैसरगंज, बहराइच: [795, 1070, 908, 1082]
- sidebar-headline: धूमधाम से मनायी गई झूलेलाल जयंती: [1163, 167, 1389, 186]
- procession-story: [182, 1841, 912, 2425]
- photo-block: [578, 1490, 926, 1822]
- photo-block: [182, 1934, 653, 2376]
- list-item: [1163, 1364, 1507, 1464]
- masthead: [0, 0, 1512, 63]
- lead-headline: शरद लिखित पुस्तक का प्रधानमंत्री ने किया विमोचन: [190, 127, 1021, 181]
- divider: [1163, 532, 1507, 534]
- procession-row: [182, 1934, 912, 2376]
- parshuram-caption: पयागपुर विकास खंड में आयोजित समारोह में सांस्कृतिक कार्यक्रम प्रस्तुत करते छात्र।: [578, 1636, 887, 1648]
- photo-caption: अस्पताल चौराहा स्थित मंदिर में पूजा अर्चना करते श्रद्धालु।: [1163, 378, 1367, 390]
- forest-fire-headline: जंगल में लगी आग, दो घंटे बाद पाया काबू: [6, 2041, 163, 2088]
- body-photo-caption: भानुप्रताप (फाइल फोटो)।: [190, 672, 285, 684]
- divider: [6, 1411, 1147, 1413]
- procession-caption: कैसरगंज में आरएसएस की ओर से निकला पथ संचलन।: [367, 2194, 572, 2206]
- forest-fire-story: [6, 2030, 172, 2425]
- divider: [1163, 1472, 1507, 1474]
- photo-credit: अमृत विचार: [291, 355, 337, 367]
- procession-inner-row: [182, 1953, 653, 2372]
